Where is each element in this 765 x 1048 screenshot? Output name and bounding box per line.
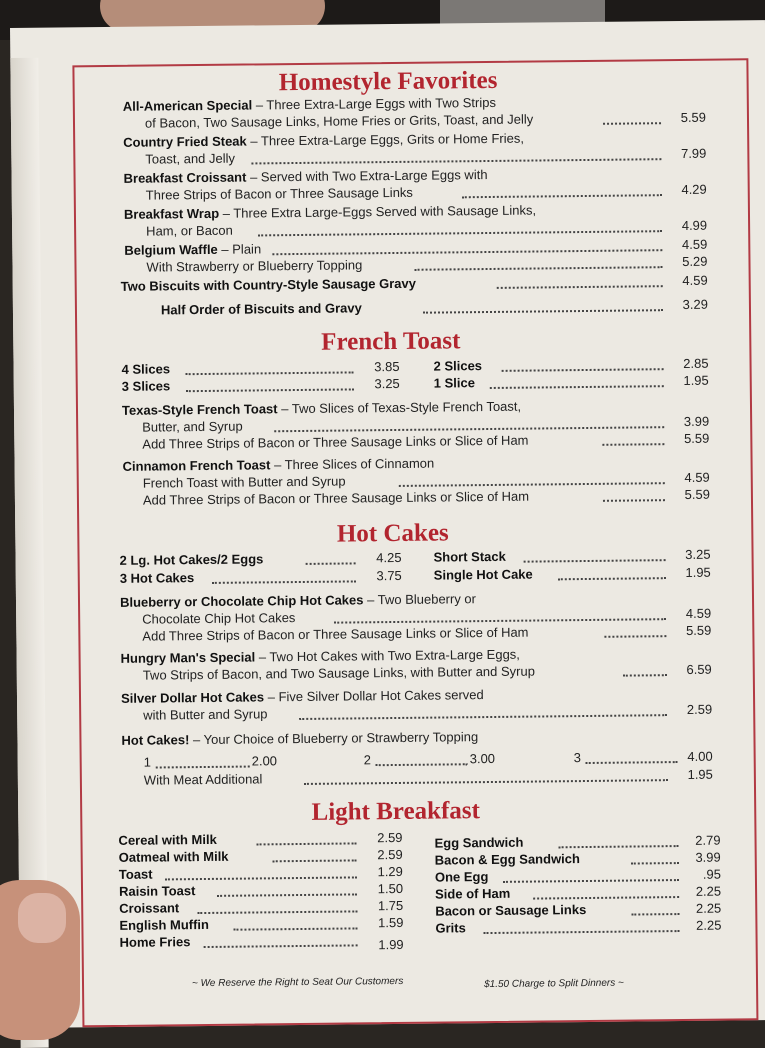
- menu-item-cinnamon-french-toast: Cinnamon French Toast – Three Slices of Cinnamon: [122, 455, 435, 474]
- quantity-2: 2: [363, 752, 371, 768]
- menu-item-bacon-sausage-links: Bacon or Sausage Links: [435, 902, 587, 919]
- dot-leader: [334, 618, 666, 623]
- menu-item-silver-dollar: Silver Dollar Hot Cakes – Five Silver Dollar Hot Cakes served: [120, 687, 484, 706]
- menu-item-meat-additional: With Meat Additional: [143, 771, 263, 788]
- price: 4.99: [681, 217, 708, 233]
- menu-item-2-slices: 2 Slices: [433, 358, 483, 374]
- footer-split-charge-note: $1.50 Charge to Split Dinners ~: [483, 977, 624, 991]
- section-title-light-breakfast: Light Breakfast: [311, 797, 481, 826]
- dot-leader: [483, 930, 679, 934]
- menu-item-raisin-toast: Raisin Toast: [118, 883, 196, 899]
- menu-item-cereal: Cereal with Milk: [118, 831, 217, 848]
- price: 2.25: [695, 883, 722, 899]
- section-title-hot-cakes: Hot Cakes: [336, 519, 449, 548]
- menu-item-desc: Butter, and Syrup: [142, 418, 243, 435]
- price: 3.00: [469, 750, 496, 767]
- menu-item-side-of-ham: Side of Ham: [435, 885, 511, 902]
- dot-leader: [197, 910, 357, 914]
- menu-item-half-biscuits: Half Order of Biscuits and Gravy: [160, 300, 362, 318]
- menu-item-desc: Two Strips of Bacon, and Two Sausage Links, with Butter and Syrup: [142, 663, 535, 683]
- menu-item-desc: With Strawberry or Blueberry Topping: [146, 257, 363, 275]
- price: 4.59: [682, 272, 708, 288]
- dot-leader: [274, 426, 664, 432]
- menu-item-3-hot-cakes: 3 Hot Cakes: [119, 570, 195, 586]
- price: 3.29: [682, 296, 709, 312]
- menu-item-3-slices: 3 Slices: [121, 378, 171, 394]
- menu-item-grits: Grits: [435, 920, 466, 936]
- menu-item-croissant: Croissant: [119, 900, 180, 916]
- price: 3.75: [376, 567, 402, 584]
- price: 4.00: [687, 748, 713, 764]
- dot-leader: [399, 482, 665, 487]
- price: 6.59: [686, 661, 712, 677]
- menu-item-texas-french-toast: Texas-Style French Toast – Two Slices of Texas-Style French Toast,: [121, 398, 522, 418]
- dot-leader: [212, 580, 356, 584]
- price: 1.50: [377, 880, 404, 897]
- dot-leader: [251, 158, 661, 164]
- price: 2.00: [251, 753, 278, 769]
- dot-leader: [558, 577, 666, 580]
- footer-seating-note: ~ We Reserve the Right to Seat Our Customers: [191, 975, 404, 990]
- price: 1.59: [377, 914, 404, 931]
- dot-leader: [258, 230, 662, 236]
- price: 3.99: [695, 849, 721, 865]
- dot-leader: [299, 714, 667, 720]
- price: 1.95: [687, 766, 713, 782]
- price: 2.59: [686, 701, 713, 717]
- dot-leader: [306, 562, 356, 565]
- price: 4.25: [376, 549, 402, 566]
- menu-item-two-biscuits: Two Biscuits with Country-Style Sausage Gravy: [120, 275, 416, 294]
- dot-leader: [376, 763, 468, 766]
- price: 2.25: [696, 917, 722, 933]
- menu-item-home-fries: Home Fries: [119, 934, 191, 950]
- dot-leader: [186, 371, 354, 375]
- dot-leader: [272, 249, 662, 255]
- menu-page: [10, 20, 765, 1028]
- dot-leader: [586, 761, 678, 764]
- menu-item-hungry-mans-special: Hungry Man's Special – Two Hot Cakes with Two Extra-Large Eggs,: [120, 646, 520, 666]
- price: 4.29: [681, 181, 707, 197]
- dot-leader: [602, 443, 664, 446]
- price: .95: [702, 866, 721, 882]
- price: 7.99: [680, 145, 707, 161]
- menu-item-desc: Toast, and Jelly: [145, 150, 236, 167]
- price: 5.59: [680, 109, 707, 125]
- menu-item-english-muffin: English Muffin: [119, 916, 210, 933]
- price: 3.85: [374, 358, 400, 375]
- dot-leader: [503, 879, 679, 883]
- menu-item-country-fried-steak: Country Fried Steak – Three Extra-Large Eggs, Grits or Home Fries,: [123, 130, 524, 150]
- dot-leader: [559, 845, 679, 848]
- menu-item-desc: Ham, or Bacon: [146, 222, 233, 239]
- menu-item-toast: Toast: [118, 866, 153, 882]
- price: 2.79: [695, 832, 721, 848]
- menu-item-desc: with Butter and Syrup: [143, 706, 268, 723]
- quantity-3: 3: [573, 750, 581, 766]
- menu-item-1-slice: 1 Slice: [433, 375, 476, 391]
- dot-leader: [623, 674, 667, 676]
- price: 2.85: [683, 355, 709, 371]
- menu-item-bacon-egg-sandwich: Bacon & Egg Sandwich: [434, 851, 580, 868]
- dot-leader: [533, 896, 679, 900]
- menu-item-belgium-waffle: Belgium Waffle – Plain: [124, 241, 262, 258]
- dot-leader: [415, 266, 663, 271]
- price: 2.59: [377, 846, 403, 863]
- menu-item-add-on: Add Three Strips of Bacon or Three Sausage Links or Slice of Ham: [142, 624, 529, 644]
- price: 4.59: [685, 605, 712, 621]
- price: 1.75: [377, 897, 404, 914]
- price: 5.29: [682, 253, 708, 269]
- dot-leader: [603, 499, 665, 502]
- price: 2.25: [695, 900, 722, 916]
- price: 1.99: [378, 936, 404, 953]
- dot-leader: [631, 862, 679, 865]
- dot-leader: [204, 944, 358, 948]
- price: 4.59: [681, 236, 708, 252]
- price: 5.59: [684, 486, 710, 502]
- price: 2.59: [377, 829, 403, 846]
- dot-leader: [462, 194, 662, 198]
- menu-item-hot-cakes-choice: Hot Cakes! – Your Choice of Blueberry or Strawberry Topping: [121, 729, 479, 748]
- menu-item-blueberry-hot-cakes: Blueberry or Chocolate Chip Hot Cakes – Two Blueberry or: [119, 591, 477, 610]
- price: 5.59: [683, 430, 710, 446]
- dot-leader: [186, 388, 354, 392]
- dot-leader: [304, 779, 668, 785]
- dot-leader: [156, 766, 250, 769]
- price: 5.59: [685, 622, 712, 638]
- dot-leader: [217, 893, 357, 896]
- dot-leader: [165, 876, 357, 880]
- menu-item-add-on: Add Three Strips of Bacon or Three Sausage Links or Slice of Ham: [142, 432, 529, 452]
- menu-item-add-on: Add Three Strips of Bacon or Three Sausage Links or Slice of Ham: [142, 488, 530, 508]
- dot-leader: [502, 368, 664, 372]
- dot-leader: [497, 285, 663, 289]
- menu-item-all-american: All-American Special – Three Extra-Large Eggs with Two Strips: [122, 94, 496, 114]
- price: 1.95: [683, 372, 709, 388]
- price: 1.29: [377, 863, 403, 880]
- menu-item-oatmeal: Oatmeal with Milk: [118, 848, 229, 865]
- menu-item-desc: of Bacon, Two Sausage Links, Home Fries or Grits, Toast, and Jelly: [144, 111, 534, 131]
- menu-item-2-lg-hot-cakes: 2 Lg. Hot Cakes/2 Eggs: [119, 551, 264, 568]
- dot-leader: [423, 309, 663, 314]
- price: 3.99: [683, 413, 710, 429]
- price: 4.59: [684, 469, 710, 485]
- menu-item-breakfast-wrap: Breakfast Wrap – Three Extra Large-Eggs Served with Sausage Links,: [123, 202, 537, 222]
- price: 1.95: [685, 564, 711, 580]
- menu-item-egg-sandwich: Egg Sandwich: [434, 834, 524, 851]
- section-title-homestyle: Homestyle Favorites: [278, 66, 498, 97]
- menu-item-4-slices: 4 Slices: [121, 361, 171, 377]
- dot-leader: [233, 927, 357, 930]
- dot-leader: [603, 122, 661, 125]
- menu-item-desc: Three Strips of Bacon or Three Sausage Links: [145, 184, 413, 203]
- dot-leader: [490, 385, 664, 389]
- menu-content: [10, 20, 765, 1028]
- dot-leader: [631, 913, 679, 916]
- menu-item-short-stack: Short Stack: [433, 548, 506, 565]
- dot-leader: [604, 635, 666, 638]
- section-title-french-toast: French Toast: [321, 327, 461, 356]
- quantity-1: 1: [143, 754, 152, 770]
- thumbnail: [18, 893, 66, 943]
- menu-item-desc: French Toast with Butter and Syrup: [142, 473, 346, 491]
- dot-leader: [257, 842, 357, 845]
- menu-item-single-hot-cake: Single Hot Cake: [433, 566, 533, 583]
- dot-leader: [524, 559, 666, 562]
- menu-item-breakfast-croissant: Breakfast Croissant – Served with Two Extra-Large Eggs with: [123, 167, 488, 186]
- price: 3.25: [374, 375, 400, 392]
- dot-leader: [273, 859, 357, 862]
- menu-item-desc: Chocolate Chip Hot Cakes: [142, 610, 296, 627]
- menu-item-one-egg: One Egg: [434, 869, 489, 885]
- price: 3.25: [685, 546, 711, 562]
